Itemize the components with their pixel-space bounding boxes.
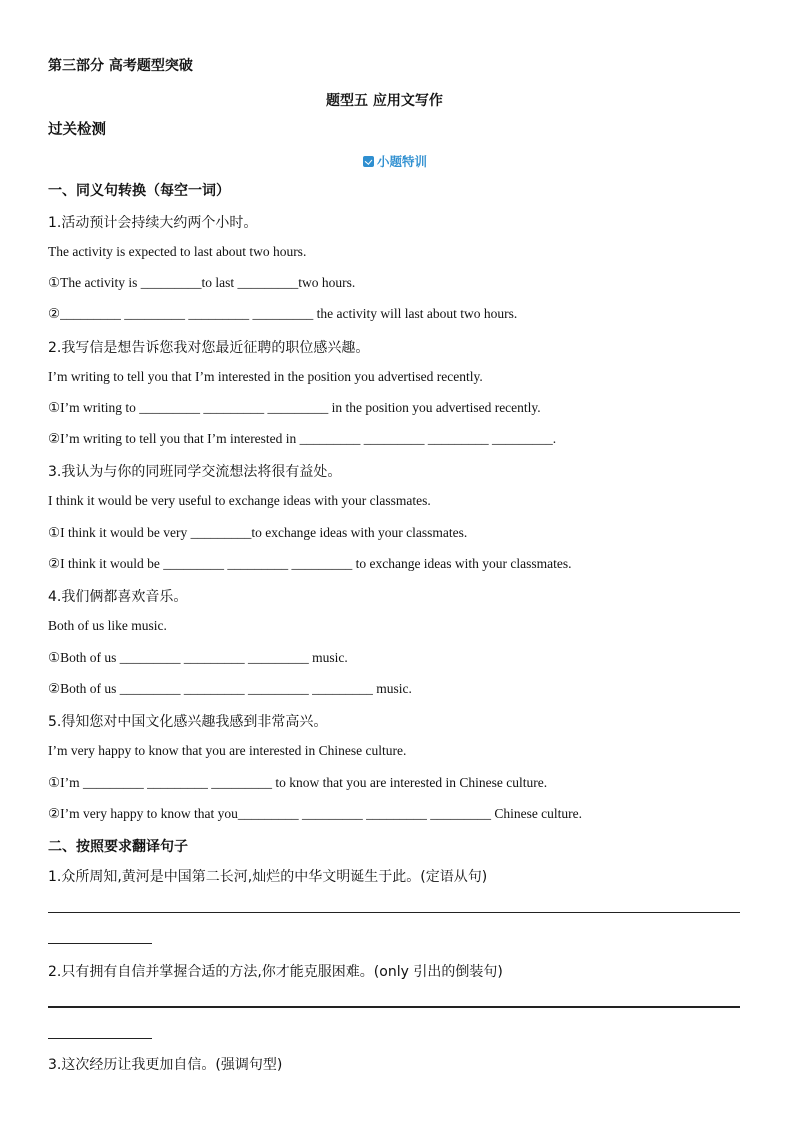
- answer-line[interactable]: [48, 943, 152, 944]
- q3-answer-1[interactable]: ①I think it would be very _________to exchange ideas with your classmates.: [48, 525, 468, 540]
- q2-english: I’m writing to tell you that I’m interested in the position you advertised recently.: [48, 369, 483, 384]
- q1-english: The activity is expected to last about two hours.: [48, 244, 307, 259]
- answer-line[interactable]: [48, 912, 740, 913]
- translation-q1: 1.众所周知,黄河是中国第二长河,灿烂的中华文明诞生于此。(定语从句): [48, 869, 488, 885]
- q4-answer-2[interactable]: ②Both of us _________ _________ _________ _________ music.: [48, 681, 412, 696]
- q3-chinese: 3.我认为与你的同班同学交流想法将很有益处。: [48, 464, 342, 480]
- q1-answer-2[interactable]: ②_________ _________ _________ _________ the activity will last about two hours.: [48, 306, 518, 321]
- q2-answer-2[interactable]: ②I’m writing to tell you that I’m interested in _________ _________ _________ _________.: [48, 431, 557, 446]
- q5-answer-2[interactable]: ②I’m very happy to know that you_________ _________ _________ _________ Chinese culture.: [48, 806, 583, 821]
- q5-chinese: 5.得知您对中国文化感兴趣我感到非常高兴。: [48, 714, 328, 730]
- practice-badge: [363, 152, 427, 170]
- q4-english: Both of us like music.: [48, 618, 167, 633]
- q3-english: I think it would be very useful to exchange ideas with your classmates.: [48, 493, 431, 508]
- section1-heading: 一、同义句转换（每空一词）: [48, 183, 230, 199]
- answer-line[interactable]: [48, 1038, 152, 1039]
- q2-chinese: 2.我写信是想告诉您我对您最近征聘的职位感兴趣。: [48, 340, 370, 356]
- part-heading: 第三部分 高考题型突破: [48, 58, 193, 74]
- q2-answer-1[interactable]: ①I’m writing to _________ _________ _________ in the position you advertised recently.: [48, 400, 541, 415]
- answer-line[interactable]: [48, 1006, 740, 1008]
- q5-answer-1[interactable]: ①I’m _________ _________ _________ to know that you are interested in Chinese culture.: [48, 775, 548, 790]
- check-icon: [363, 156, 374, 167]
- page-title: 题型五 应用文写作: [326, 93, 443, 109]
- q4-answer-1[interactable]: ①Both of us _________ _________ _________ music.: [48, 650, 348, 665]
- q1-chinese: 1.活动预计会持续大约两个小时。: [48, 215, 258, 231]
- q5-english: I’m very happy to know that you are interested in Chinese culture.: [48, 743, 407, 758]
- q1-answer-1[interactable]: ①The activity is _________to last _________two hours.: [48, 275, 356, 290]
- q4-chinese: 4.我们俩都喜欢音乐。: [48, 589, 188, 605]
- translation-q2: 2.只有拥有自信并掌握合适的方法,你才能克服困难。(only 引出的倒装句): [48, 964, 503, 980]
- section2-heading: 二、按照要求翻译句子: [48, 839, 188, 855]
- translation-q3: 3.这次经历让我更加自信。(强调句型): [48, 1057, 283, 1073]
- badge-label: 小题特训: [377, 154, 428, 169]
- section-title: 过关检测: [48, 122, 106, 138]
- q3-answer-2[interactable]: ②I think it would be _________ _________ _________ to exchange ideas with your classmates.: [48, 556, 572, 571]
